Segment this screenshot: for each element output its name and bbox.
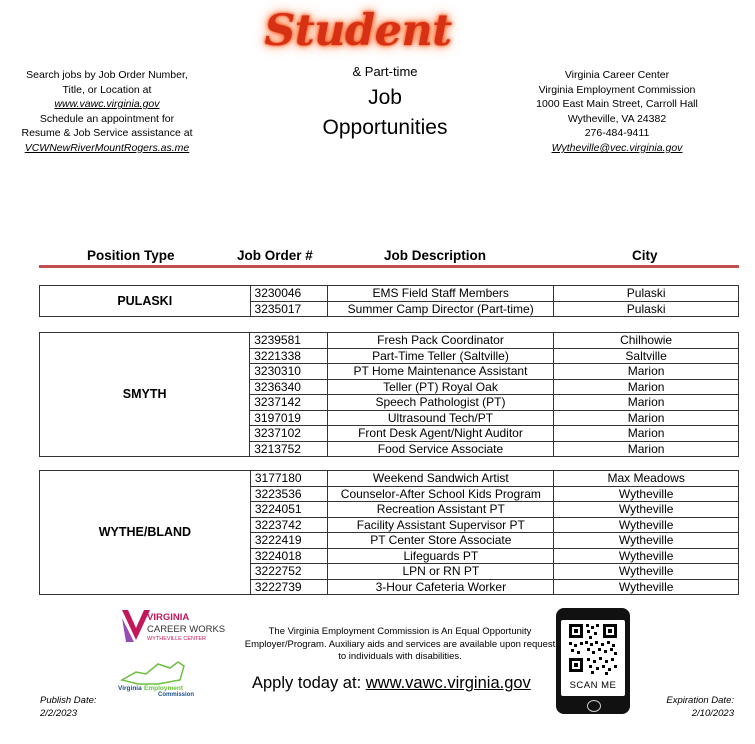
- job-order-number: 3197019: [250, 410, 328, 426]
- job-order-number: 3177180: [250, 471, 328, 487]
- job-city: Wytheville: [554, 533, 739, 549]
- expiration-date-block: [640, 694, 734, 720]
- job-order-number: 3223742: [250, 517, 328, 533]
- job-city: Marion: [554, 395, 739, 411]
- publish-date-block: [40, 694, 97, 720]
- job-order-number: 3230310: [250, 364, 328, 380]
- eeo-line: Employer/Program. Auxiliary aids and services are available upon request: [244, 638, 556, 650]
- city-state-zip: Wytheville, VA 24382: [567, 112, 667, 125]
- job-order-number: 3222419: [250, 533, 328, 549]
- eeo-line: to individuals with disabilities.: [338, 651, 462, 662]
- apply-url-link[interactable]: www.vawc.virginia.gov: [365, 674, 531, 692]
- column-header-job-description: Job Description: [384, 248, 487, 263]
- job-order-number: 3221338: [250, 348, 328, 364]
- apply-label: Apply today at:: [252, 674, 366, 692]
- svg-text:Virginia: Virginia: [118, 685, 142, 692]
- search-info-line: Title, or Location at: [62, 83, 152, 96]
- job-city: Saltville: [554, 348, 739, 364]
- job-order-number: 3236340: [250, 379, 328, 395]
- career-works-icon: [120, 606, 230, 652]
- virginia-employment-commission-logo: [118, 656, 198, 696]
- qr-code-icon[interactable]: [561, 620, 625, 678]
- job-description: EMS Field Staff Members: [328, 286, 554, 302]
- job-description: Part-Time Teller (Saltville): [327, 348, 553, 364]
- eeo-line: The Virginia Employment Commission is An Equal Opportunity: [268, 626, 532, 637]
- job-city: Wytheville: [554, 548, 739, 564]
- job-description: Speech Pathologist (PT): [327, 395, 553, 411]
- svg-text:Commission: Commission: [158, 692, 195, 696]
- expiration-date-value: 2/10/2023: [691, 708, 734, 719]
- job-city: Wytheville: [554, 564, 739, 580]
- county-label: WYTHE/BLAND: [40, 471, 251, 595]
- job-group-pulaski: [39, 285, 739, 317]
- job-city: Wytheville: [554, 486, 739, 502]
- job-city: Pulaski: [554, 286, 739, 302]
- publish-date-value: 2/2/2023: [40, 708, 77, 719]
- job-description: Food Service Associate: [327, 441, 553, 457]
- job-description: PT Center Store Associate: [328, 533, 554, 549]
- job-description: Counselor-After School Kids Program: [328, 486, 554, 502]
- job-order-number: 3235017: [250, 301, 328, 317]
- phone-screen: [561, 620, 625, 696]
- center-name: Virginia Career Center: [564, 69, 670, 81]
- job-order-number: 3223536: [250, 486, 328, 502]
- job-order-number: 3224051: [250, 502, 328, 518]
- job-order-number: 3222752: [250, 564, 328, 580]
- job-group-smyth: [39, 332, 739, 457]
- scan-me-label: SCAN ME: [569, 680, 617, 691]
- vawc-link[interactable]: www.vawc.virginia.gov: [54, 98, 160, 111]
- job-city: Marion: [554, 364, 739, 380]
- column-header-job-order: Job Order #: [237, 248, 313, 263]
- table-row: [40, 333, 739, 349]
- job-description: 3-Hour Cafeteria Worker: [328, 579, 554, 595]
- phone-qr-graphic: [556, 608, 630, 714]
- job-description: PT Home Maintenance Assistant: [327, 364, 553, 380]
- job-description: Teller (PT) Royal Oak: [327, 379, 553, 395]
- job-description: Recreation Assistant PT: [328, 502, 554, 518]
- job-city: Marion: [554, 441, 739, 457]
- job-city: Wytheville: [554, 517, 739, 533]
- job-order-number: 3222739: [250, 579, 328, 595]
- apply-today: [252, 674, 542, 693]
- career-center-info: [522, 68, 712, 156]
- eeo-statement: [240, 626, 560, 664]
- job-city: Max Meadows: [554, 471, 739, 487]
- job-description: Lifeguards PT: [328, 548, 554, 564]
- job-description: Summer Camp Director (Part-time): [328, 301, 554, 317]
- svg-text:Employment: Employment: [144, 685, 184, 692]
- email-link[interactable]: Wytheville@vec.virginia.gov: [551, 141, 683, 154]
- job-city: Chilhowie: [554, 333, 739, 349]
- job-description: Ultrasound Tech/PT: [327, 410, 553, 426]
- county-label: SMYTH: [40, 333, 250, 457]
- publish-date-label: Publish Date:: [40, 695, 97, 706]
- agency-name: Virginia Employment Commission: [538, 83, 696, 96]
- job-order-number: 3230046: [250, 286, 328, 302]
- phone-home-button: [587, 700, 601, 712]
- column-header-city: City: [632, 248, 658, 263]
- appointment-link[interactable]: VCWNewRiverMountRogers.as.me: [24, 141, 190, 154]
- search-info: [12, 68, 202, 156]
- street-address: 1000 East Main Street, Carroll Hall: [536, 98, 698, 111]
- search-info-line: Schedule an appointment for: [39, 112, 175, 125]
- subtitle-part-time: & Part-time: [352, 64, 418, 79]
- svg-text:CAREER WORKS: CAREER WORKS: [147, 624, 226, 635]
- search-info-line: Search jobs by Job Order Number,: [26, 69, 188, 81]
- job-description: Front Desk Agent/Night Auditor: [327, 426, 553, 442]
- job-city: Wytheville: [554, 502, 739, 518]
- job-description: Facility Assistant Supervisor PT: [328, 517, 554, 533]
- job-city: Pulaski: [554, 301, 739, 317]
- svg-text:WYTHEVILLE CENTER: WYTHEVILLE CENTER: [147, 636, 206, 642]
- title-opportunities: Opportunities: [322, 116, 448, 139]
- job-city: Wytheville: [554, 579, 739, 595]
- svg-text:VIRGINIA: VIRGINIA: [147, 612, 190, 623]
- table-row: [40, 471, 739, 487]
- job-order-number: 3224018: [250, 548, 328, 564]
- job-city: Marion: [554, 410, 739, 426]
- job-city: Marion: [554, 426, 739, 442]
- header-divider: [39, 265, 739, 268]
- table-row: [40, 286, 739, 302]
- title-student: Student: [264, 6, 452, 56]
- job-order-number: 3237142: [250, 395, 328, 411]
- virginia-state-icon: [118, 656, 198, 696]
- job-order-number: 3239581: [250, 333, 328, 349]
- job-city: Marion: [554, 379, 739, 395]
- job-order-number: 3213752: [250, 441, 328, 457]
- phone-number: 276-484-9411: [584, 127, 650, 140]
- title-job: Job: [368, 86, 402, 109]
- job-group-wythe-bland: [39, 470, 739, 595]
- county-label: PULASKI: [40, 286, 251, 317]
- column-header-position-type: Position Type: [87, 248, 175, 263]
- expiration-date-label: Expiration Date:: [666, 695, 734, 706]
- job-order-number: 3237102: [250, 426, 328, 442]
- job-description: LPN or RN PT: [328, 564, 554, 580]
- search-info-line: Resume & Job Service assistance at: [21, 127, 193, 140]
- job-description: Fresh Pack Coordinator: [327, 333, 553, 349]
- virginia-career-works-logo: [120, 606, 230, 652]
- job-description: Weekend Sandwich Artist: [328, 471, 554, 487]
